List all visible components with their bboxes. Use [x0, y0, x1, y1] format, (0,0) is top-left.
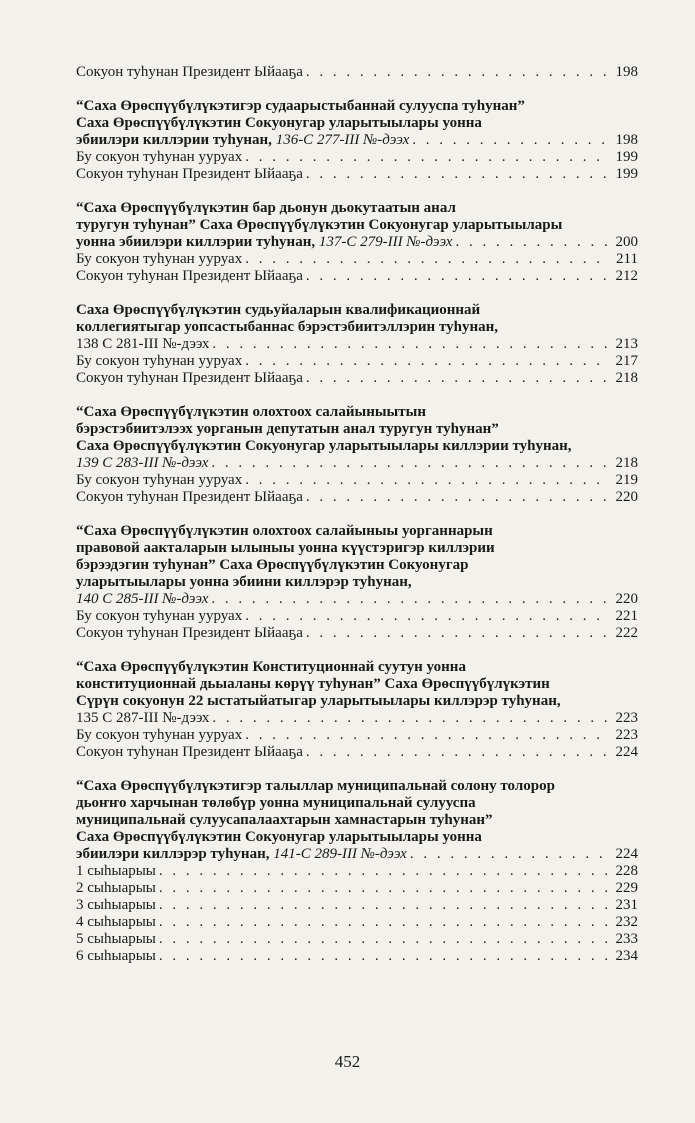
entry-title-line: бэрээдэгин туһунан” Саха Өрөспүүбүлүкэтин Сокуонугар — [76, 557, 469, 573]
toc-row[interactable] — [76, 863, 638, 880]
toc-row-text: Бу сокуон туһунан ууруах — [76, 149, 243, 165]
toc-entry — [76, 523, 638, 642]
entry-title-line: “Саха Өрөспүүбүлүкэтин олохтоох салайыныытын — [76, 404, 426, 420]
toc-page-ref: 233 — [615, 931, 638, 947]
toc-row-label — [76, 251, 242, 268]
toc-row-text: 3 сыһыарыы — [76, 897, 156, 913]
toc-row[interactable] — [76, 608, 638, 625]
entry-title-line: Саха Өрөспүүбүлүкэтин Сокуонугар уларытыылары киллэрии туһунан, — [76, 438, 572, 454]
toc-page-ref: 212 — [615, 268, 638, 284]
toc-row[interactable] — [76, 370, 638, 387]
toc-page-ref: 198 — [615, 64, 638, 80]
toc-page-ref: 220 — [615, 591, 638, 607]
toc-row[interactable] — [76, 727, 638, 744]
toc-row-label — [76, 608, 242, 625]
toc-entry — [76, 200, 638, 285]
dot-leader — [159, 948, 609, 965]
dot-leader — [159, 863, 609, 880]
toc-row[interactable] — [76, 880, 638, 897]
toc-page-ref: 220 — [615, 489, 638, 505]
toc-row[interactable] — [76, 234, 638, 251]
toc-entry — [76, 778, 638, 965]
entry-title-line: конституционнай дьыаланы көрүү туһунан” Саха Өрөспүүбүлүкэтин — [76, 676, 550, 692]
toc-row-label — [76, 880, 156, 897]
toc-row-label — [76, 149, 242, 166]
entry-title-line: “Саха Өрөспүүбүлүкэтин бар дьонун дьокутаатын анал — [76, 200, 456, 216]
dot-leader — [306, 489, 609, 506]
toc-row-label — [76, 897, 156, 914]
toc-row-label — [76, 727, 242, 744]
toc-row[interactable] — [76, 914, 638, 931]
dot-leader — [245, 353, 609, 370]
dot-leader — [306, 744, 609, 761]
dot-leader — [212, 336, 609, 353]
toc-row-text: Бу сокуон туһунан ууруах — [76, 608, 243, 624]
toc-row-text: Бу сокуон туһунан ууруах — [76, 727, 243, 743]
toc-row-label — [76, 166, 303, 183]
dot-leader — [306, 166, 609, 183]
toc-row-law-number: 139 С 283-III №-дээх — [76, 455, 209, 471]
entry-title-line: Сүрүн сокуонун 22 ыстатыйатыгар уларытыылары киллэрэр туһунан, — [76, 693, 561, 709]
dot-leader — [211, 591, 609, 608]
toc-page-ref: 219 — [615, 472, 638, 488]
toc-page-ref: 218 — [615, 370, 638, 386]
toc-page-ref: 200 — [615, 234, 638, 250]
toc-page-ref: 228 — [615, 863, 638, 879]
toc-entry — [76, 404, 638, 506]
toc-row-label — [76, 489, 303, 506]
toc-row[interactable] — [76, 931, 638, 948]
toc-row[interactable] — [76, 251, 638, 268]
toc-row[interactable] — [76, 149, 638, 166]
toc-page-ref: 211 — [616, 251, 638, 267]
toc-row-text: Сокуон туһунан Президент Ыйааҕа — [76, 625, 303, 641]
toc-row-text: Сокуон туһунан Президент Ыйааҕа — [76, 166, 303, 182]
toc-entry — [76, 659, 638, 761]
toc-entry — [76, 302, 638, 387]
toc-row-label — [76, 625, 303, 642]
entry-title-line: бэрэстэбиитэлээх уорганын депутатын анал туругун туһунан” — [76, 421, 499, 437]
dot-leader — [245, 727, 609, 744]
toc-row[interactable] — [76, 132, 638, 149]
toc-row-label — [76, 370, 303, 387]
toc-row-text: Сокуон туһунан Президент Ыйааҕа — [76, 64, 303, 80]
dot-leader — [212, 710, 609, 727]
toc-row-label — [76, 591, 208, 608]
toc-row[interactable] — [76, 472, 638, 489]
toc-page-ref: 223 — [615, 727, 638, 743]
entry-title-line: дьоҥҥо харчынан төлөбүр уонна муниципальнай сулууспа — [76, 795, 476, 811]
toc-row-label — [76, 472, 242, 489]
dot-leader — [159, 931, 609, 948]
dot-leader — [412, 132, 609, 149]
entry-title-line: правовой аакталарын ылыныы уонна күүстэригэр киллэрии — [76, 540, 495, 556]
entry-title-line: “Саха Өрөспүүбүлүкэтин олохтоох салайыныы уорганнарын — [76, 523, 493, 539]
toc-row[interactable] — [76, 948, 638, 965]
table-of-contents — [76, 64, 638, 982]
toc-row-label — [76, 710, 209, 727]
dot-leader — [159, 880, 609, 897]
entry-title-line: туругун туһунан” Саха Өрөспүүбүлүкэтин Сокуонугар уларытыылары — [76, 217, 563, 233]
toc-row[interactable] — [76, 268, 638, 285]
entry-title-line: Саха Өрөспүүбүлүкэтин Сокуонугар уларытыылары уонна — [76, 829, 482, 845]
toc-row-label — [76, 931, 156, 948]
entry-title-line: муниципальнай сулуусапалаахтарын хамнастарын туһунан” — [76, 812, 493, 828]
toc-row[interactable] — [76, 846, 638, 863]
dot-leader — [410, 846, 609, 863]
toc-row[interactable] — [76, 336, 638, 353]
toc-page-ref: 221 — [615, 608, 638, 624]
dot-leader — [306, 64, 609, 81]
toc-row-text: 2 сыһыарыы — [76, 880, 156, 896]
page-number: 452 — [334, 1052, 361, 1071]
toc-page-ref: 231 — [615, 897, 638, 913]
toc-page-ref: 198 — [615, 132, 638, 148]
entry-title-line: коллегиятыгар уопсастыбаннас бэрэстэбиитэллэрин туһунан, — [76, 319, 498, 335]
dot-leader — [159, 897, 609, 914]
toc-row-text: 1 сыһыарыы — [76, 863, 156, 879]
toc-row[interactable] — [76, 897, 638, 914]
entry-title-line: Саха Өрөспүүбүлүкэтин Сокуонугар уларытыылары уонна — [76, 115, 482, 131]
toc-row-text: Бу сокуон туһунан ууруах — [76, 353, 243, 369]
toc-page-ref: 217 — [615, 353, 638, 369]
toc-row-label — [76, 863, 156, 880]
toc-page-ref: 213 — [615, 336, 638, 352]
toc-row[interactable] — [76, 353, 638, 370]
toc-row-law-number: 137-С 279-III №-дээх — [318, 234, 453, 250]
dot-leader — [306, 268, 609, 285]
toc-row-text: 6 сыһыарыы — [76, 948, 156, 964]
toc-row-text: Сокуон туһунан Президент Ыйааҕа — [76, 744, 303, 760]
toc-page-ref: 199 — [615, 166, 638, 182]
toc-row-text: эбиилэри киллэрэр туһунан, — [76, 846, 274, 862]
toc-row[interactable] — [76, 64, 638, 81]
toc-row-label — [76, 846, 407, 863]
dot-leader — [245, 149, 609, 166]
toc-row-text: Сокуон туһунан Президент Ыйааҕа — [76, 370, 303, 386]
toc-row[interactable] — [76, 710, 638, 727]
toc-row-label — [76, 268, 303, 285]
toc-row-text: Сокуон туһунан Президент Ыйааҕа — [76, 489, 303, 505]
dot-leader — [245, 608, 609, 625]
entry-title-line: “Саха Өрөспүүбүлүкэтигэр судаарыстыбаннай сулууспа туһунан” — [76, 98, 525, 114]
toc-row[interactable] — [76, 489, 638, 506]
toc-row-text: 5 сыһыарыы — [76, 931, 156, 947]
toc-row-label — [76, 948, 156, 965]
toc-page-ref: 223 — [615, 710, 638, 726]
toc-row-text: Сокуон туһунан Президент Ыйааҕа — [76, 268, 303, 284]
toc-row-text: Бу сокуон туһунан ууруах — [76, 472, 243, 488]
toc-page-ref: 224 — [615, 744, 638, 760]
toc-row-text: 135 С 287-III №-дээх — [76, 710, 210, 726]
toc-row-label — [76, 64, 303, 81]
entry-title-line: Саха Өрөспүүбүлүкэтин судьуйаларын квалификационнай — [76, 302, 481, 318]
entry-title-line: “Саха Өрөспүүбүлүкэтин Конституционнай суутун уонна — [76, 659, 466, 675]
toc-row[interactable] — [76, 591, 638, 608]
dot-leader — [455, 234, 609, 251]
toc-row-text: Бу сокуон туһунан ууруах — [76, 251, 243, 267]
toc-row-text: 138 С 281-III №-дээх — [76, 336, 210, 352]
dot-leader — [306, 370, 609, 387]
toc-row-label — [76, 353, 242, 370]
toc-page-ref: 222 — [615, 625, 638, 641]
dot-leader — [211, 455, 609, 472]
toc-row-label — [76, 234, 452, 251]
toc-row-law-number: 140 С 285-III №-дээх — [76, 591, 209, 607]
toc-row-label — [76, 455, 208, 472]
toc-page-ref: 218 — [615, 455, 638, 471]
dot-leader — [159, 914, 609, 931]
dot-leader — [306, 625, 609, 642]
toc-page-ref: 232 — [615, 914, 638, 930]
toc-entry — [76, 98, 638, 183]
dot-leader — [245, 472, 609, 489]
toc-row-label — [76, 744, 303, 761]
toc-row-label — [76, 914, 156, 931]
toc-row-text: эбиилэри киллэрии туһунан, — [76, 132, 276, 148]
entry-title-line: “Саха Өрөспүүбүлүкэтигэр талыллар муниципальнай солону толорор — [76, 778, 555, 794]
entry-title-line: уларытыылары уонна эбиини киллэрэр туһунан, — [76, 574, 412, 590]
toc-page-ref: 229 — [615, 880, 638, 896]
toc-row-text: уонна эбиилэри киллэрии туһунан, — [76, 234, 319, 250]
toc-row-label — [76, 132, 409, 149]
toc-row-text: 4 сыһыарыы — [76, 914, 156, 930]
toc-row[interactable] — [76, 455, 638, 472]
toc-page-ref: 234 — [615, 948, 638, 964]
toc-page-ref: 199 — [615, 149, 638, 165]
toc-row-label — [76, 336, 209, 353]
toc-entry — [76, 64, 638, 81]
toc-row[interactable] — [76, 166, 638, 183]
toc-page-ref: 224 — [615, 846, 638, 862]
toc-row[interactable] — [76, 744, 638, 761]
toc-row[interactable] — [76, 625, 638, 642]
toc-row-law-number: 141-С 289-III №-дээх — [273, 846, 407, 862]
dot-leader — [245, 251, 609, 268]
toc-row-law-number: 136-С 277-III №-дээх — [275, 132, 410, 148]
